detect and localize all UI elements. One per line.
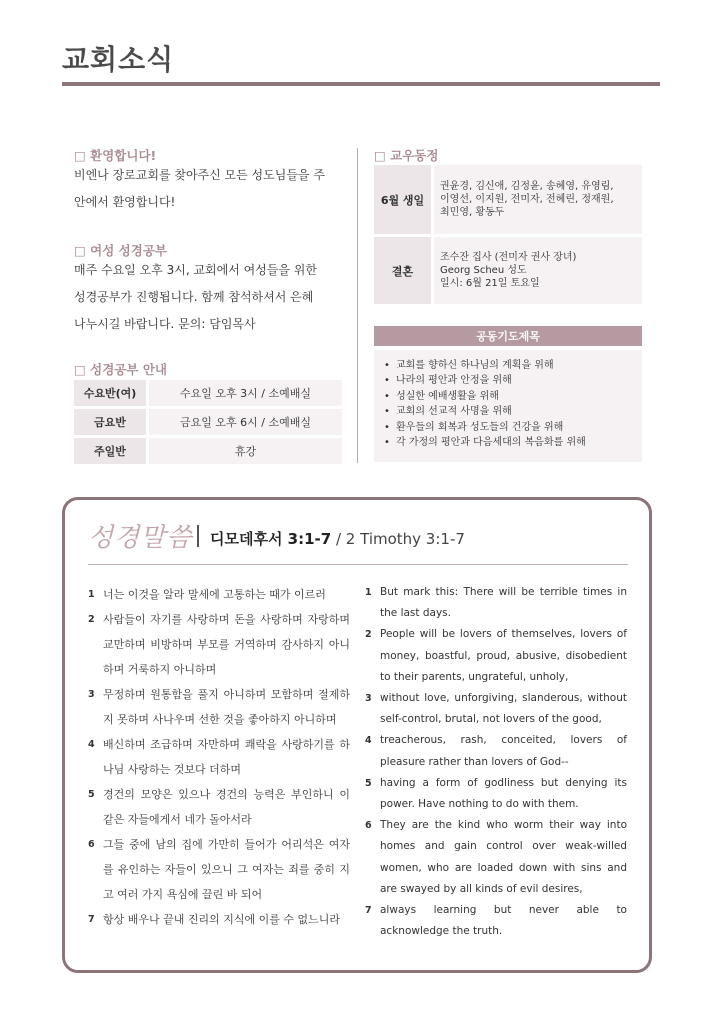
verse-en [365, 815, 627, 900]
verse-number: 4 [365, 735, 372, 747]
verse-text: People will be lovers of themselves, lovers of money, boastful, proud, abusive, disobedient to their parents, ungrateful, unholy, [380, 628, 627, 683]
verse-number: 7 [88, 914, 95, 925]
verse-text: having a form of godliness but denying its power. Have nothing to do with them. [380, 776, 627, 811]
verse-en [365, 582, 627, 624]
verse-number: 3 [88, 689, 95, 700]
verse-text: 무정하며 원통함을 풀지 아니하며 모함하며 절제하지 못하며 사나우며 선한 것을 좋아하지 아니하며 [103, 688, 350, 726]
prayer-item: • 교회의 선교적 사명을 위해 [384, 404, 632, 419]
verse-number: 1 [365, 587, 372, 598]
verse-en [365, 900, 627, 942]
news-line: 이영선, 이지원, 전미자, 전혜린, 정재원, [440, 194, 614, 205]
news-label: 결혼 [374, 237, 431, 304]
scripture-rule [88, 564, 628, 565]
title-rule [62, 82, 660, 86]
verse-ko [88, 582, 350, 607]
prayer-list [374, 350, 642, 462]
verse-ko [88, 907, 350, 932]
study-row [74, 409, 342, 435]
verse-en [365, 688, 627, 730]
women-study-line: 나누시길 바랍니다. 문의: 담임목사 [74, 317, 256, 331]
verse-en [365, 773, 627, 815]
verse-ko [88, 732, 350, 782]
welcome-text [74, 162, 325, 216]
news-label: 6월 생일 [374, 165, 431, 234]
welcome-heading: □ 환영합니다! [74, 148, 157, 163]
news-line: 일시: 6월 21일 토요일 [440, 278, 540, 289]
verse-en [365, 624, 627, 688]
member-news-table [374, 165, 642, 307]
verse-text: 경건의 모양은 있으나 경건의 능력은 부인하니 이 같은 자들에게서 네가 돌아서라 [103, 788, 350, 826]
welcome-line: 안에서 환영합니다! [74, 195, 176, 209]
scripture-title-separator [197, 525, 199, 547]
news-value [434, 237, 642, 304]
women-study-line: 매주 수요일 오후 3시, 교회에서 여성들을 위한 [74, 263, 317, 277]
column-divider [357, 148, 358, 463]
member-news-heading: □ 교우동정 [374, 148, 439, 163]
verse-ko [88, 607, 350, 682]
verse-number: 5 [365, 777, 372, 789]
news-line: 조수잔 집사 (전미자 권사 장녀) [440, 252, 577, 263]
study-day: 금요반 [74, 409, 146, 435]
prayer-item: • 나라의 평안과 안정을 위해 [384, 373, 632, 388]
news-row-birthday [374, 165, 642, 234]
verse-number: 2 [365, 629, 372, 641]
verse-text: But mark this: There will be terrible times in the last days. [380, 586, 627, 620]
study-row [74, 380, 342, 406]
verse-ko [88, 682, 350, 732]
study-day: 주일반 [74, 438, 146, 464]
news-line: 권윤경, 김신애, 김정윤, 송혜영, 유영림, [440, 181, 614, 192]
verse-text: 사람들이 자기를 사랑하며 돈을 사랑하며 자랑하며 교만하며 비방하며 부모를 거역하며 감사하지 아니하며 거룩하지 아니하며 [103, 613, 350, 676]
prayer-item: • 환우들의 회복과 성도들의 건강을 위해 [384, 420, 632, 435]
verse-number: 6 [365, 820, 372, 832]
verse-text: 그들 중에 남의 집에 가만히 들어가 어리석은 여자를 유인하는 자들이 있으니 그 여자는 죄를 중히 지고 여러 가지 욕심에 끌린 바 되어 [103, 838, 350, 901]
news-line: Georg Scheu 성도 [440, 265, 527, 276]
scripture-title: 성경말씀 [88, 523, 193, 553]
scripture-reference [210, 528, 465, 549]
verse-text: 너는 이것을 알라 말세에 고통하는 때가 이르러 [103, 588, 326, 601]
welcome-line: 비엔나 장로교회를 찾아주신 모든 성도님들을 주 [74, 168, 325, 182]
verse-text: They are the kind who worm their way into homes and gain control over weak-willed women, who are loaded down with sins and are swayed by all kinds of evil desires, [380, 819, 627, 895]
prayer-item: • 교회를 향하신 하나님의 계획을 위해 [384, 358, 632, 373]
scripture-ref-en: / 2 Timothy 3:1-7 [331, 530, 465, 548]
prayer-heading: 공동기도제목 [374, 326, 642, 346]
verse-number: 6 [88, 839, 95, 850]
verse-number: 1 [88, 589, 95, 600]
scripture-english [365, 582, 627, 942]
prayer-item: • 각 가정의 평안과 다음세대의 복음화를 위해 [384, 435, 632, 450]
study-guide-heading: □ 성경공부 안내 [74, 362, 167, 377]
verse-ko [88, 782, 350, 832]
scripture-korean [88, 582, 350, 932]
verse-number: 2 [88, 614, 95, 625]
news-row-wedding [374, 237, 642, 304]
women-study-line: 성경공부가 진행됩니다. 함께 참석하셔서 은혜 [74, 290, 314, 304]
verse-ko [88, 832, 350, 907]
verse-text: 항상 배우나 끝내 진리의 지식에 이를 수 없느니라 [103, 913, 340, 926]
prayer-item: • 성실한 예배생활을 위해 [384, 389, 632, 404]
study-time: 휴강 [149, 438, 342, 464]
news-value [434, 165, 642, 234]
women-study-heading: □ 여성 성경공부 [74, 243, 167, 258]
verse-text: without love, unforgiving, slanderous, without self-control, brutal, not lovers of the good, [380, 692, 627, 726]
study-time: 금요일 오후 6시 / 소예배실 [149, 409, 342, 435]
study-row [74, 438, 342, 464]
study-day: 수요반(여) [74, 380, 146, 406]
news-line: 최민영, 황동두 [440, 207, 505, 218]
scripture-ref-ko: 디모데후서 3:1-7 [210, 530, 332, 548]
study-time: 수요일 오후 3시 / 소예배실 [149, 380, 342, 406]
verse-number: 3 [365, 693, 372, 705]
verse-number: 7 [365, 905, 372, 917]
women-study-text [74, 257, 317, 338]
verse-number: 5 [88, 789, 95, 800]
page-title: 교회소식 [62, 43, 175, 76]
verse-text: treacherous, rash, conceited, lovers of pleasure rather than lovers of God-- [380, 734, 627, 768]
verse-text: always learning but never able to acknowledge the truth. [380, 904, 627, 938]
verse-text: 배신하며 조급하며 자만하며 쾌락을 사랑하기를 하나님 사랑하는 것보다 더하며 [103, 738, 350, 776]
verse-number: 4 [88, 739, 95, 750]
study-guide-table [74, 380, 342, 467]
verse-en [365, 730, 627, 772]
